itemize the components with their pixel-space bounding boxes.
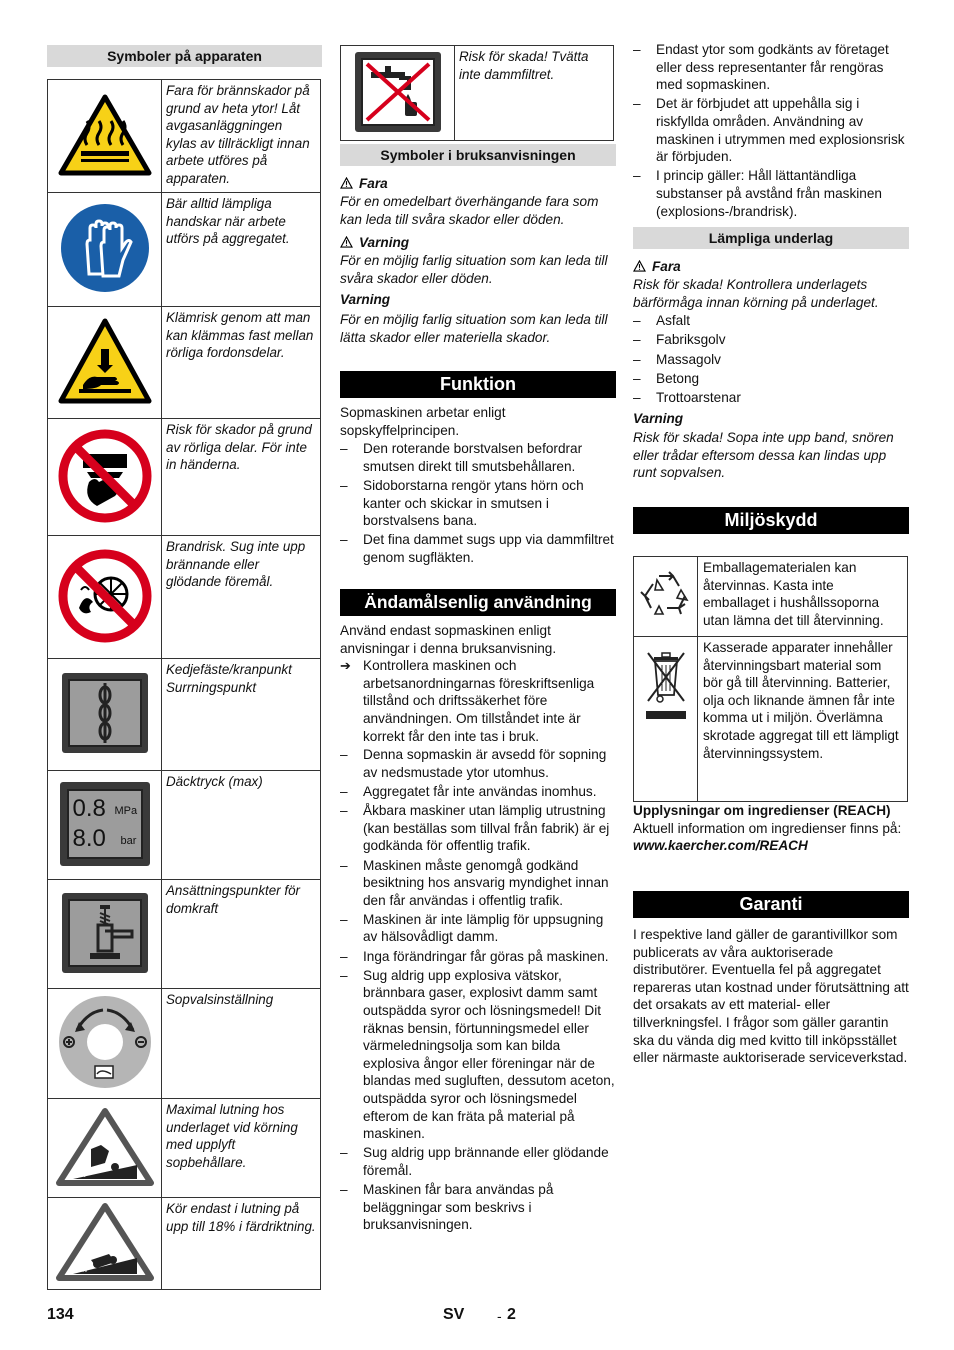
symbol-text: Bär alltid lämpliga handskar när arbete utförs på aggregatet. bbox=[162, 193, 321, 307]
recycle-icon bbox=[639, 568, 693, 622]
surfaces-heading: Lämpliga underlag bbox=[633, 227, 909, 249]
reach-section bbox=[633, 802, 909, 855]
wear-gloves-icon bbox=[59, 202, 151, 294]
language-code: SV bbox=[443, 1306, 465, 1323]
symbol-text: Sopvalsinställning bbox=[162, 989, 321, 1099]
crossed-bin-icon bbox=[640, 645, 692, 725]
warning-triangle-icon bbox=[340, 177, 353, 189]
jack-point-icon bbox=[60, 891, 150, 975]
hot-surface-warning-icon bbox=[57, 93, 153, 177]
intended-use-heading: Ändamålsenlig användning bbox=[340, 589, 616, 616]
list-item: – Den roterande borstvalsen befordrar smutsen direkt till smutsbehållaren. bbox=[340, 440, 616, 475]
surfaces-section bbox=[633, 256, 909, 482]
danger-text: För en omedelbart överhängande fara som kan leda till svåra skador eller döden. bbox=[340, 194, 599, 227]
surface-danger-text: Risk för skada! Kontrollera underlagets bärförmåga innan körning på underlaget. bbox=[633, 277, 879, 310]
symbol-row bbox=[48, 307, 321, 419]
warranty-text: I respektive land gäller de garantivillkor som publicerats av våra auktoriserade distributörer. Eventuella fel på aggregatet repareras utan kostnad under förutsättning att det orsakats av ett material- eller tillverkningsfel. I frågor som gäller garantin ska du vända dig med kvitto till inköpsstället eller närmaste auktoriserade serviceverkstad. bbox=[633, 927, 909, 1066]
warning-triangle-icon bbox=[340, 236, 353, 248]
list-item: – Sug aldrig upp explosiva vätskor, brännbara gaser, explosivt damm samt outspädda syror och lösningsmedel! Dit räknas bensin, förtunningsmedel eller värmeledningsolja som kan bilda explosiva ångor eller föreningar när de blandas med sugluften, dessutom aceton, outspädda syror och lösningsmedel efterom de kan fräta på material på maskinen. bbox=[340, 967, 616, 1143]
filter-symbol-table bbox=[340, 45, 614, 141]
reach-text: Aktuell information om ingredienser finns på: bbox=[633, 820, 902, 836]
warning-text: För en möjlig farlig situation som kan leda till svåra skador eller döden. bbox=[340, 253, 608, 286]
symbol-row bbox=[48, 419, 321, 536]
symbol-row bbox=[48, 1198, 321, 1290]
slope-percent-label: 0% bbox=[76, 1172, 86, 1179]
danger-label: Fara bbox=[652, 258, 681, 274]
list-item: – Asfalt bbox=[633, 312, 909, 330]
symbol-text: Brandrisk. Sug inte upp brännande eller glödande föremål. bbox=[162, 536, 321, 659]
symbol-row bbox=[341, 46, 614, 141]
slope-percent-label: 18% bbox=[74, 1268, 87, 1274]
use-arrow-item: ➔ Kontrollera maskinen och arbetsanordningarnas föreskriftsenliga tillstånd och driftssäkerhet före användningen. Om tillståndet inte är korrekt får den inte tas i bruk. bbox=[340, 657, 616, 745]
pressure-unit-bar: bar bbox=[120, 834, 137, 847]
list-item: – Massagolv bbox=[633, 351, 909, 369]
list-item: – Det är förbjudet att uppehålla sig i riskfyllda områden. Användning av maskinen i utrymmen med explosionsrisk är förbjuden. bbox=[633, 95, 909, 165]
symbol-text: Risk för skada! Tvätta inte dammfiltret. bbox=[455, 46, 614, 141]
symbol-row bbox=[48, 989, 321, 1099]
symbol-text: Kör endast i lutning på upp till 18% i färdriktning. bbox=[162, 1198, 321, 1290]
sweep-roller-setting-icon bbox=[57, 994, 153, 1090]
surface-list bbox=[633, 312, 909, 406]
symbol-row bbox=[48, 771, 321, 880]
symbol-text: Kedjefäste/kranpunkt Surrningspunkt bbox=[162, 659, 321, 771]
warning-label: Varning bbox=[359, 234, 410, 250]
use-list bbox=[340, 746, 616, 1234]
footer-separator: - bbox=[497, 1308, 502, 1324]
symbol-row bbox=[48, 659, 321, 771]
env-row bbox=[634, 637, 908, 802]
list-item: – Maskinen får bara användas på beläggningar som beskrivs i bruksanvisningen. bbox=[340, 1181, 616, 1234]
list-item: – Sug aldrig upp brännande eller glödande föremål. bbox=[340, 1144, 616, 1179]
surface-caution-text: Risk för skada! Sopa inte upp band, snören eller trådar eftersom dessa kan lindas upp runt sopvalsen. bbox=[633, 430, 894, 481]
section-page-number: 2 bbox=[507, 1306, 516, 1323]
caution-text: För en möjlig farlig situation som kan leda till lätta skador eller materiella skador. bbox=[340, 312, 608, 345]
symbol-row bbox=[48, 880, 321, 989]
function-intro: Sopmaskinen arbetar enligt sopskyffelprincipen. bbox=[340, 405, 506, 438]
warning-triangle-icon bbox=[633, 260, 646, 272]
list-item: – Denna sopmaskin är avsedd för sopning av nedsmustade ytor utomhus. bbox=[340, 746, 616, 781]
symbols-table bbox=[47, 79, 321, 1290]
symbol-text: Risk för skador på grund av rörliga delar. För inte in händerna. bbox=[162, 419, 321, 536]
pressure-value-bar: 8.0 bbox=[72, 824, 106, 852]
chain-lashing-icon bbox=[60, 671, 150, 755]
env-text: Emballagematerialen kan återvinnas. Kasta inte emballaget i hushållssoporna utan lämna det till återvinning. bbox=[698, 557, 908, 637]
crush-hand-warning-icon bbox=[57, 317, 153, 405]
no-burning-objects-icon bbox=[57, 548, 153, 644]
danger-label-row bbox=[340, 173, 616, 193]
use-intro: Använd endast sopmaskinen enligt anvisningar i denna bruksanvisning. bbox=[340, 623, 557, 656]
manual-symbols-section bbox=[340, 173, 616, 347]
max-slope-drive-icon bbox=[55, 1202, 155, 1282]
symbol-text: Ansättningspunkter för domkraft bbox=[162, 880, 321, 989]
warning-label-row bbox=[340, 232, 616, 252]
list-item: – I princip gäller: Håll lättantändliga substanser på avstånd från maskinen (explosions-/brandrisk). bbox=[633, 167, 909, 220]
environment-table bbox=[633, 556, 908, 802]
symbol-row bbox=[48, 80, 321, 193]
list-item: – Trottoarstenar bbox=[633, 389, 909, 407]
intended-use-section bbox=[340, 622, 616, 1236]
tire-pressure-icon bbox=[60, 782, 150, 866]
no-wash-filter-icon bbox=[353, 50, 443, 134]
no-reach-in-icon bbox=[57, 428, 153, 524]
symbol-row bbox=[48, 1099, 321, 1198]
pressure-unit-mpa: MPa bbox=[114, 804, 138, 817]
caution-label: Varning bbox=[340, 292, 391, 308]
list-item: – Aggregatet får inte användas inomhus. bbox=[340, 783, 616, 801]
list-item: – Fabriksgolv bbox=[633, 331, 909, 349]
reach-link[interactable]: www.kaercher.com/REACH bbox=[633, 838, 808, 854]
function-section bbox=[340, 404, 616, 568]
symbol-text: Fara för brännskador på grund av heta ytor! Låt avgasanläggningen kylas av tillräckligt innan arbete utföres på apparaten. bbox=[162, 80, 321, 193]
symbol-text: Klämrisk genom att man kan klämmas fast mellan rörliga fordonsdelar. bbox=[162, 307, 321, 419]
symbol-row bbox=[48, 536, 321, 659]
env-row bbox=[634, 557, 908, 637]
list-item: – Åkbara maskiner utan lämplig utrustning (kan beställas som tillval från fabrik) är ej godkända för offentlig trafik. bbox=[340, 802, 616, 855]
reach-heading: Upplysningar om ingredienser (REACH) bbox=[633, 803, 891, 818]
manual-symbols-heading: Symboler i bruksanvisningen bbox=[340, 144, 616, 166]
list-item: – Betong bbox=[633, 370, 909, 388]
list-item: – Det fina dammet sugs upp via dammfiltret genom sugfläkten. bbox=[340, 531, 616, 566]
symbol-row bbox=[48, 193, 321, 307]
function-list bbox=[340, 440, 616, 566]
caution-label: Varning bbox=[633, 411, 684, 427]
symbol-text: Däcktryck (max) bbox=[162, 771, 321, 880]
list-item: – Maskinen måste genomgå godkänd besiktning hos ansvarig myndighet innan den får användas i offentlig trafik. bbox=[340, 857, 616, 910]
symbols-heading: Symboler på apparaten bbox=[47, 45, 322, 67]
page-number: 134 bbox=[47, 1306, 74, 1323]
danger-label: Fara bbox=[359, 175, 388, 191]
function-heading: Funktion bbox=[340, 371, 616, 398]
symbol-text: Maximal lutning hos underlaget vid körning med upplyft sopbehållare. bbox=[162, 1099, 321, 1198]
warranty-heading: Garanti bbox=[633, 891, 909, 918]
list-item: – Sidoborstarna rengör ytans hörn och kanter och skickar in smutsen i borstvalsens bana. bbox=[340, 477, 616, 530]
environment-heading: Miljöskydd bbox=[633, 507, 909, 534]
list-item: – Endast ytor som godkänts av företaget eller dess representanter får rengöras med sopmaskinen. bbox=[633, 41, 909, 94]
env-text: Kasserade apparater innehåller återvinningsbart material som bör gå till återvinning. Batterier, olja och liknande ämnen får inte komma ut i miljön. Överlämna skrotade aggregat till ett lämpligt återvinningssystem. bbox=[698, 637, 908, 802]
list-item: – Inga förändringar får göras på maskinen. bbox=[340, 948, 616, 966]
danger-label-row bbox=[633, 256, 909, 276]
pressure-value-mpa: 0.8 bbox=[72, 794, 106, 822]
max-slope-raised-icon bbox=[55, 1107, 155, 1187]
use-list-continued bbox=[633, 41, 909, 222]
list-item: – Maskinen är inte lämplig för uppsugning av hälsovådligt damm. bbox=[340, 911, 616, 946]
